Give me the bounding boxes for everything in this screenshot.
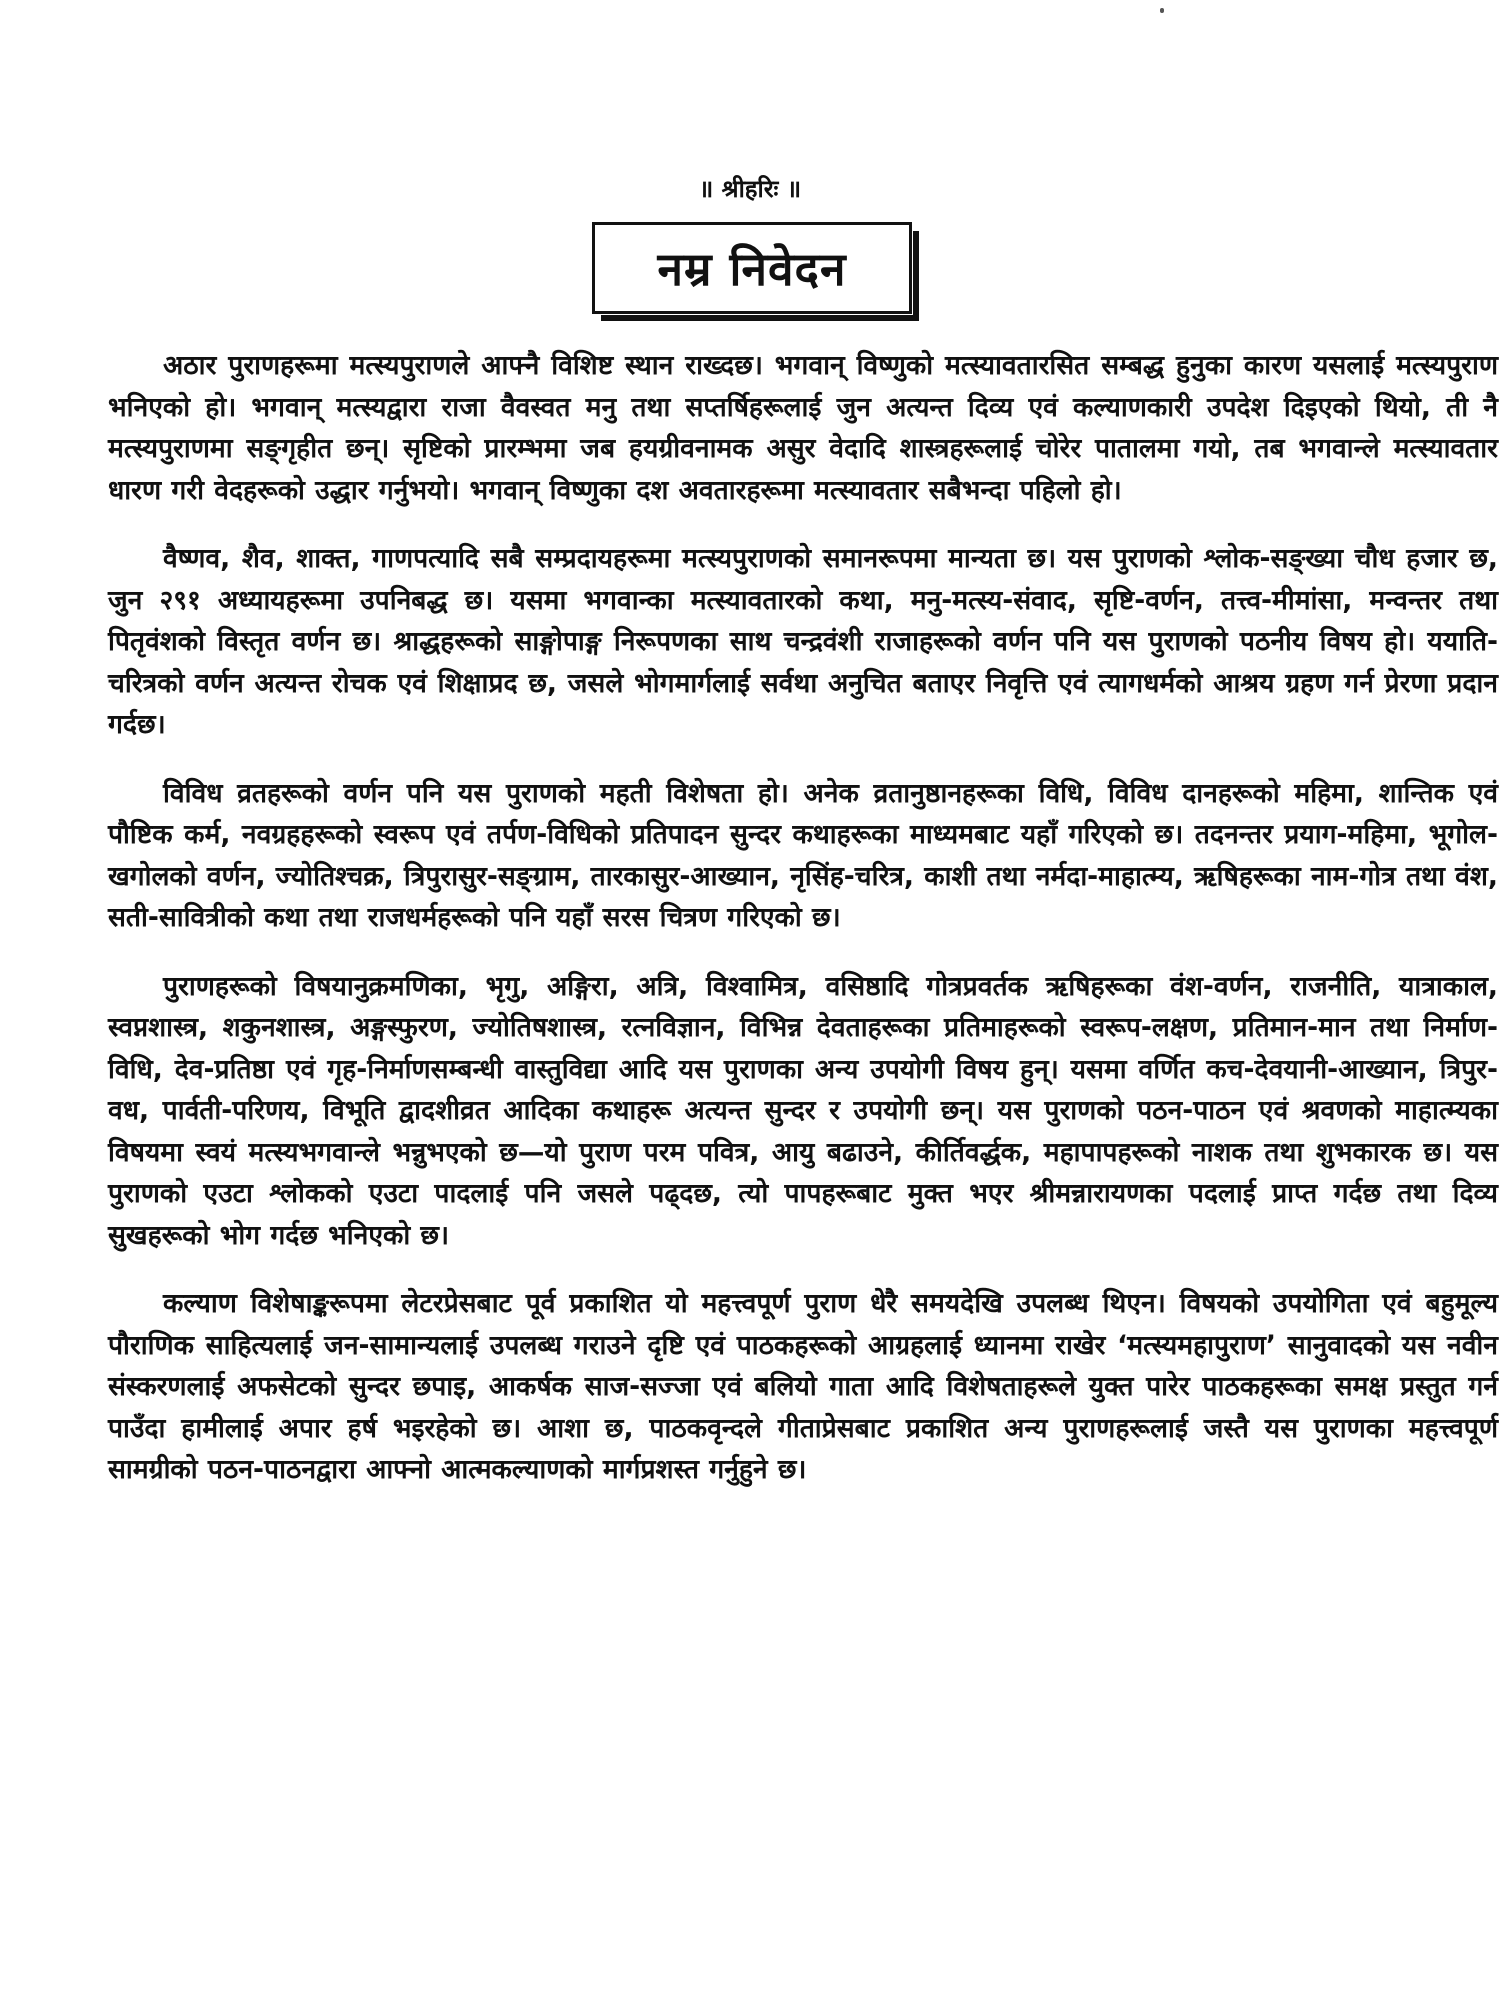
paragraph-2: वैष्णव, शैव, शाक्त, गाणपत्यादि सबै सम्प्रदायहरूमा मत्स्यपुराणको समानरूपमा मान्यता छ। यस पुराणको श्लोक-सङ्ख्या चौध हजार छ, जुन २९१ अध्यायहरूमा उपनिबद्ध छ। यसमा भगवान्का मत्स्यावतारको कथा, मनु-मत्स्य-संवाद, सृष्टि-वर्णन, तत्त्व-मीमांसा, मन्वन्तर तथा पितृवंशको विस्तृत वर्णन छ। श्राद्धहरूको साङ्गोपाङ्ग निरूपणका साथ चन्द्रवंशी राजाहरूको वर्णन पनि यस पुराणको पठनीय विषय हो। ययाति-चरित्रको वर्णन अत्यन्त रोचक एवं शिक्षाप्रद छ, जसले भोगमार्गलाई सर्वथा अनुचित बताएर निवृत्ति एवं त्यागधर्मको आश्रय ग्रहण गर्न प्रेरणा प्रदान गर्दछ। (108, 543, 1498, 740)
scan-speck (1160, 8, 1164, 13)
body-text (108, 345, 1498, 1518)
page-title: नम्र निवेदन (657, 242, 847, 296)
title-frame (592, 222, 912, 314)
paragraph-3: विविध व्रतहरूको वर्णन पनि यस पुराणको महती विशेषता हो। अनेक व्रतानुष्ठानहरूका विधि, विविध दानहरूको महिमा, शान्तिक एवं पौष्टिक कर्म, नवग्रहहरूको स्वरूप एवं तर्पण-विधिको प्रतिपादन सुन्दर कथाहरूका माध्यमबाट यहाँ गरिएको छ। तदनन्तर प्रयाग-महिमा, भूगोल-खगोलको वर्णन, ज्योतिश्चक्र, त्रिपुरासुर-सङ्ग्राम, तारकासुर-आख्यान, नृसिंह-चरित्र, काशी तथा नर्मदा-माहात्म्य, ऋषिहरूका नाम-गोत्र तथा वंश, सती-सावित्रीको कथा तथा राजधर्महरूको पनि यहाँ सरस चित्रण गरिएको छ। (108, 777, 1498, 933)
paragraph-4: पुराणहरूको विषयानुक्रमणिका, भृगु, अङ्गिरा, अत्रि, विश्वामित्र, वसिष्ठादि गोत्रप्रवर्तक ऋषिहरूका वंश-वर्णन, राजनीति, यात्राकाल, स्वप्नशास्त्र, शकुनशास्त्र, अङ्गस्फुरण, ज्योतिषशास्त्र, रत्नविज्ञान, विभिन्न देवताहरूका प्रतिमाहरूको स्वरूप-लक्षण, प्रतिमान-मान तथा निर्माण-विधि, देव-प्रतिष्ठा एवं गृह-निर्माणसम्बन्धी वास्तुविद्या आदि यस पुराणका अन्य उपयोगी विषय हुन्। यसमा वर्णित कच-देवयानी-आख्यान, त्रिपुर-वध, पार्वती-परिणय, विभूति द्वादशीव्रत आदिका कथाहरू अत्यन्त सुन्दर र उपयोगी छन्। यस पुराणको पठन-पाठन एवं श्रवणको माहात्म्यका विषयमा स्वयं मत्स्यभगवान्ले भन्नुभएको छ—यो पुराण परम पवित्र, आयु बढाउने, कीर्तिवर्द्धक, महापापहरूको नाशक तथा शुभकारक छ। यस पुराणको एउटा श्लोकको एउटा पादलाई पनि जसले पढ्दछ, त्यो पापहरूबाट मुक्त भएर श्रीमन्नारायणका पदलाई प्राप्त गर्दछ तथा दिव्य सुखहरूको भोग गर्दछ भनिएको छ। (108, 970, 1498, 1251)
invocation-line: ॥ श्रीहरिः ॥ (698, 175, 802, 203)
paragraph-5: कल्याण विशेषाङ्करूपमा लेटरप्रेसबाट पूर्व प्रकाशित यो महत्त्वपूर्ण पुराण धेरै समयदेखि उपलब्ध थिएन। विषयको उपयोगिता एवं बहुमूल्य पौराणिक साहित्यलाई जन-सामान्यलाई उपलब्ध गराउने दृष्टि एवं पाठकहरूको आग्रहलाई ध्यानमा राखेर ‘मत्स्यमहापुराण’ सानुवादको यस नवीन संस्करणलाई अफसेटको सुन्दर छपाइ, आकर्षक साज-सज्जा एवं बलियो गाता आदि विशेषताहरूले युक्त पारेर पाठकहरूका समक्ष प्रस्तुत गर्न पाउँदा हामीलाई अपार हर्ष भइरहेको छ। आशा छ, पाठकवृन्दले गीताप्रेसबाट प्रकाशित अन्य पुराणहरूलाई जस्तै यस पुराणका महत्त्वपूर्ण सामग्रीको पठन-पाठनद्वारा आफ्नो आत्मकल्याणको मार्गप्रशस्त गर्नुहुने छ। (108, 1288, 1498, 1485)
paragraph-1: अठार पुराणहरूमा मत्स्यपुराणले आफ्नै विशिष्ट स्थान राख्दछ। भगवान् विष्णुको मत्स्यावतारसित सम्बद्ध हुनुका कारण यसलाई मत्स्यपुराण भनिएको हो। भगवान् मत्स्यद्वारा राजा वैवस्वत मनु तथा सप्तर्षिहरूलाई जुन अत्यन्त दिव्य एवं कल्याणकारी उपदेश दिइएको थियो, ती नै मत्स्यपुराणमा सङ्गृहीत छन्। सृष्टिको प्रारम्भमा जब हयग्रीवनामक असुर वेदादि शास्त्रहरूलाई चोरेर पातालमा गयो, तब भगवान्ले मत्स्यावतार धारण गरी वेदहरूको उद्धार गर्नुभयो। भगवान् विष्णुका दश अवतारहरूमा मत्स्यावतार सबैभन्दा पहिलो हो। (108, 350, 1498, 506)
